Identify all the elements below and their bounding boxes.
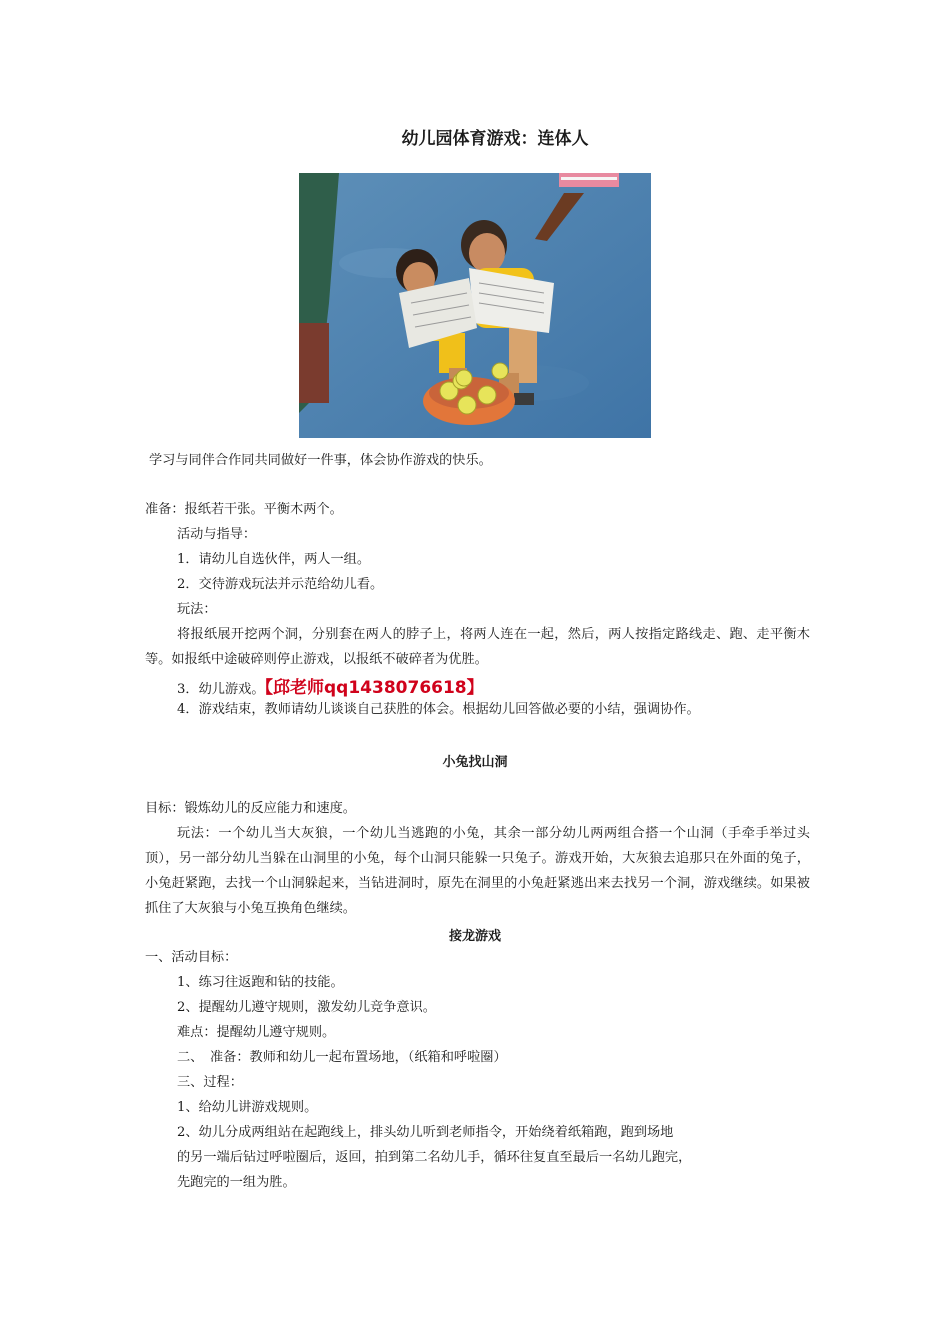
rabbit-goal: 目标：锻炼幼儿的反应能力和速度。 <box>145 801 356 816</box>
activity-heading: 活动与指导： <box>177 527 257 542</box>
relay-goal-heading: 一、活动目标： <box>145 950 238 965</box>
section-title-relay: 接龙游戏 <box>448 929 501 944</box>
prep-text: 准备：报纸若干张。平衡木两个。 <box>145 502 343 517</box>
play-description: 将报纸展开挖两个洞，分别套在两人的脖子上，将两人连在一起，然后，两人按指定路线走、跑、走平衡木等。如报纸中途破碎则停止游戏，以报纸不破碎者为优胜。 <box>145 627 810 667</box>
relay-process-1: 1、给幼儿讲游戏规则。 <box>177 1100 318 1115</box>
rabbit-play-description: 玩法：一个幼儿当大灰狼，一个幼儿当逃跑的小兔，其余一部分幼儿两两组合搭一个山洞（手牵手举过头顶），另一部分幼儿当躲在山洞里的小兔，每个山洞只能躲一只兔子。游戏开始，大灰狼去追那只在外面的兔子，小兔赶紧跑，去找一个山洞躲起来，当钻进洞时，原先在洞里的小兔赶紧逃出来去找另一个洞，游戏继续。如果被抓住了大灰狼与小兔互换角色继续。 <box>145 826 810 916</box>
step-1: 1．请幼儿自选伙伴，两人一组。 <box>177 552 371 567</box>
relay-difficulty: 难点：提醒幼儿遵守规则。 <box>177 1025 336 1040</box>
relay-goal-2: 2、提醒幼儿遵守规则，激发幼儿竞争意识。 <box>177 1000 436 1015</box>
relay-process-2b: 的另一端后钻过呼啦圈后，返回，拍到第二名幼儿手，循环往复直至最后一名幼儿跑完， <box>177 1150 692 1165</box>
relay-prep: 二、 准备：教师和幼儿一起布置场地，（纸箱和呼啦圈） <box>177 1050 507 1065</box>
contact-text: 【邱老师qq1438076618】 <box>264 678 484 698</box>
step-3: 3．幼儿游戏。 <box>177 682 265 697</box>
page-title: 幼儿园体育游戏：连体人 <box>401 129 589 149</box>
relay-process-2c: 先跑完的一组为胜。 <box>177 1175 296 1190</box>
step-4: 4．游戏结束，教师请幼儿谈谈自己获胜的体会。根据幼儿回答做必要的小结，强调协作。 <box>177 702 700 717</box>
section-title-rabbit: 小兔找山洞 <box>442 755 508 770</box>
relay-goal-1: 1、练习往返跑和钻的技能。 <box>177 975 344 990</box>
relay-process-heading: 三、过程： <box>177 1075 243 1090</box>
play-heading: 玩法： <box>177 602 217 617</box>
step-3-row <box>177 677 484 701</box>
goal-text: 学习与同伴合作同共同做好一件事，体会协作游戏的快乐。 <box>149 453 492 468</box>
photo-children-game <box>299 173 651 438</box>
relay-process-2a: 2、幼儿分成两组站在起跑线上，排头幼儿听到老师指令，开始绕着纸箱跑，跑到场地 <box>177 1125 674 1140</box>
step-2: 2．交待游戏玩法并示范给幼儿看。 <box>177 577 384 592</box>
